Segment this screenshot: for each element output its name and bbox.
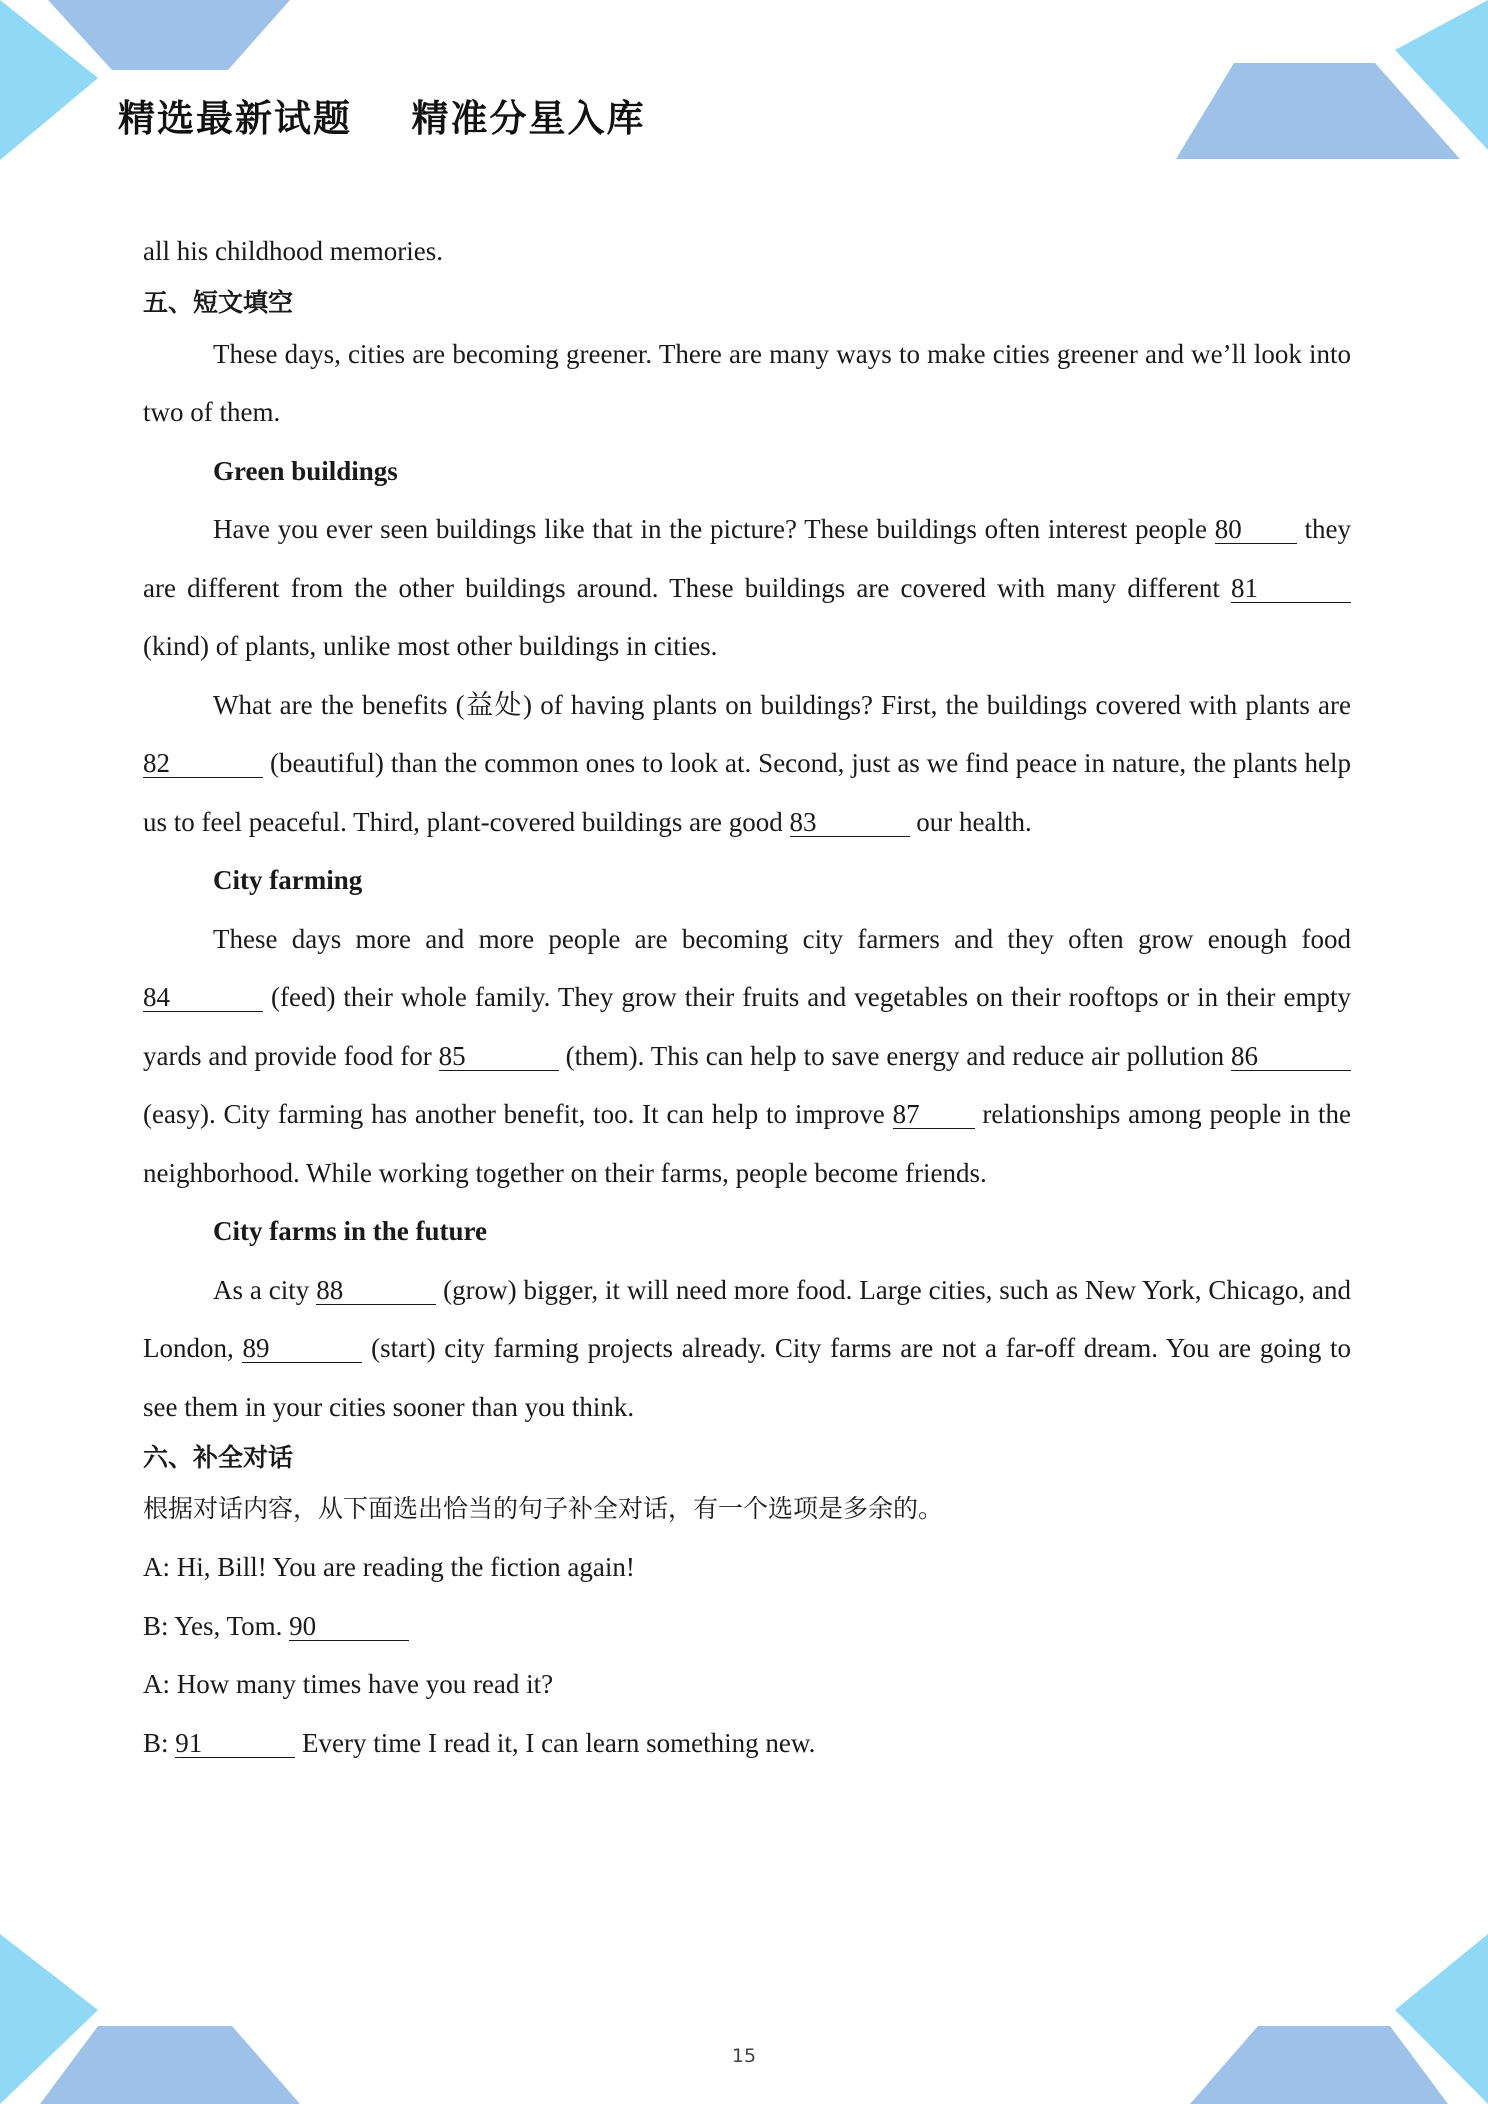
- answer-blank[interactable]: 85: [439, 1042, 559, 1071]
- paragraph: What are the benefits (益处) of having plants on buildings? First, the buildings covered with plants are 82 (beautiful) than the common ones to look at. Second, just as we find peace in nature, the plants help us to feel peaceful. Third, plant-covered buildings are good 83 our health.: [143, 689, 1351, 837]
- page-number: 15: [731, 2045, 757, 2067]
- instruction-text: 根据对话内容，从下面选出恰当的句子补全对话，有一个选项是多余的。: [143, 1494, 944, 1523]
- answer-blank[interactable]: 87: [893, 1100, 975, 1129]
- answer-blank[interactable]: 91: [175, 1729, 295, 1758]
- top-left-trapezoid: [48, 0, 290, 70]
- section-heading: 六、补全对话: [143, 1443, 294, 1472]
- answer-blank[interactable]: 83: [790, 808, 910, 837]
- dialogue-line: B: 91 Every time I read it, I can learn something new.: [143, 1727, 816, 1758]
- dialogue-line: A: Hi, Bill! You are reading the fiction again!: [143, 1552, 635, 1582]
- intro-line: all his childhood memories.: [143, 236, 443, 266]
- dialogue-line: B: Yes, Tom. 90: [143, 1597, 1351, 1656]
- subheading: Green buildings: [213, 455, 398, 486]
- top-right-trapezoid: [1176, 63, 1460, 159]
- header-title: 精选最新试题 精准分星入库: [118, 97, 646, 140]
- dialogue-line: A: How many times have you read it?: [143, 1669, 554, 1699]
- answer-blank[interactable]: 82: [143, 749, 263, 778]
- answer-blank[interactable]: 80: [1215, 515, 1297, 544]
- paragraph: These days more and more people are becoming city farmers and they often grow enough food 84 (feed) their whole family. They grow their fruits and vegetables on their rooftops or in their empty yards and provide food for 85 (them). This can help to save energy and reduce air pollution 86 (easy). City farming has another benefit, too. It can help to improve 87 relationships among people in the neighborhood. While working together on their farms, people become friends.: [143, 923, 1352, 1188]
- paragraph: These days, cities are becoming greener. There are many ways to make cities greener and we’ll look into two of them.: [143, 338, 1351, 427]
- section-heading: 五、短文填空: [143, 287, 294, 317]
- answer-blank[interactable]: 86: [1231, 1042, 1351, 1071]
- document-body: [143, 222, 1351, 1772]
- subheading: City farms in the future: [213, 1216, 487, 1246]
- paragraph: Have you ever seen buildings like that in the picture? These buildings often interest people 80 they are different from the other buildings around. These buildings are covered with many different 81 (kind) of plants, unlike most other buildings in cities.: [143, 514, 1352, 661]
- answer-blank[interactable]: 84: [143, 983, 263, 1012]
- answer-blank[interactable]: 90: [289, 1612, 409, 1641]
- subheading: City farming: [213, 865, 363, 895]
- answer-blank[interactable]: 89: [242, 1334, 362, 1363]
- paragraph: As a city 88 (grow) bigger, it will need more food. Large cities, such as New York, Chicago, and London, 89 (start) city farming projects already. City farms are not a far-off dream. You are going to see them in your cities sooner than you think.: [143, 1274, 1351, 1422]
- answer-blank[interactable]: 81: [1231, 574, 1351, 603]
- answer-blank[interactable]: 88: [316, 1276, 436, 1305]
